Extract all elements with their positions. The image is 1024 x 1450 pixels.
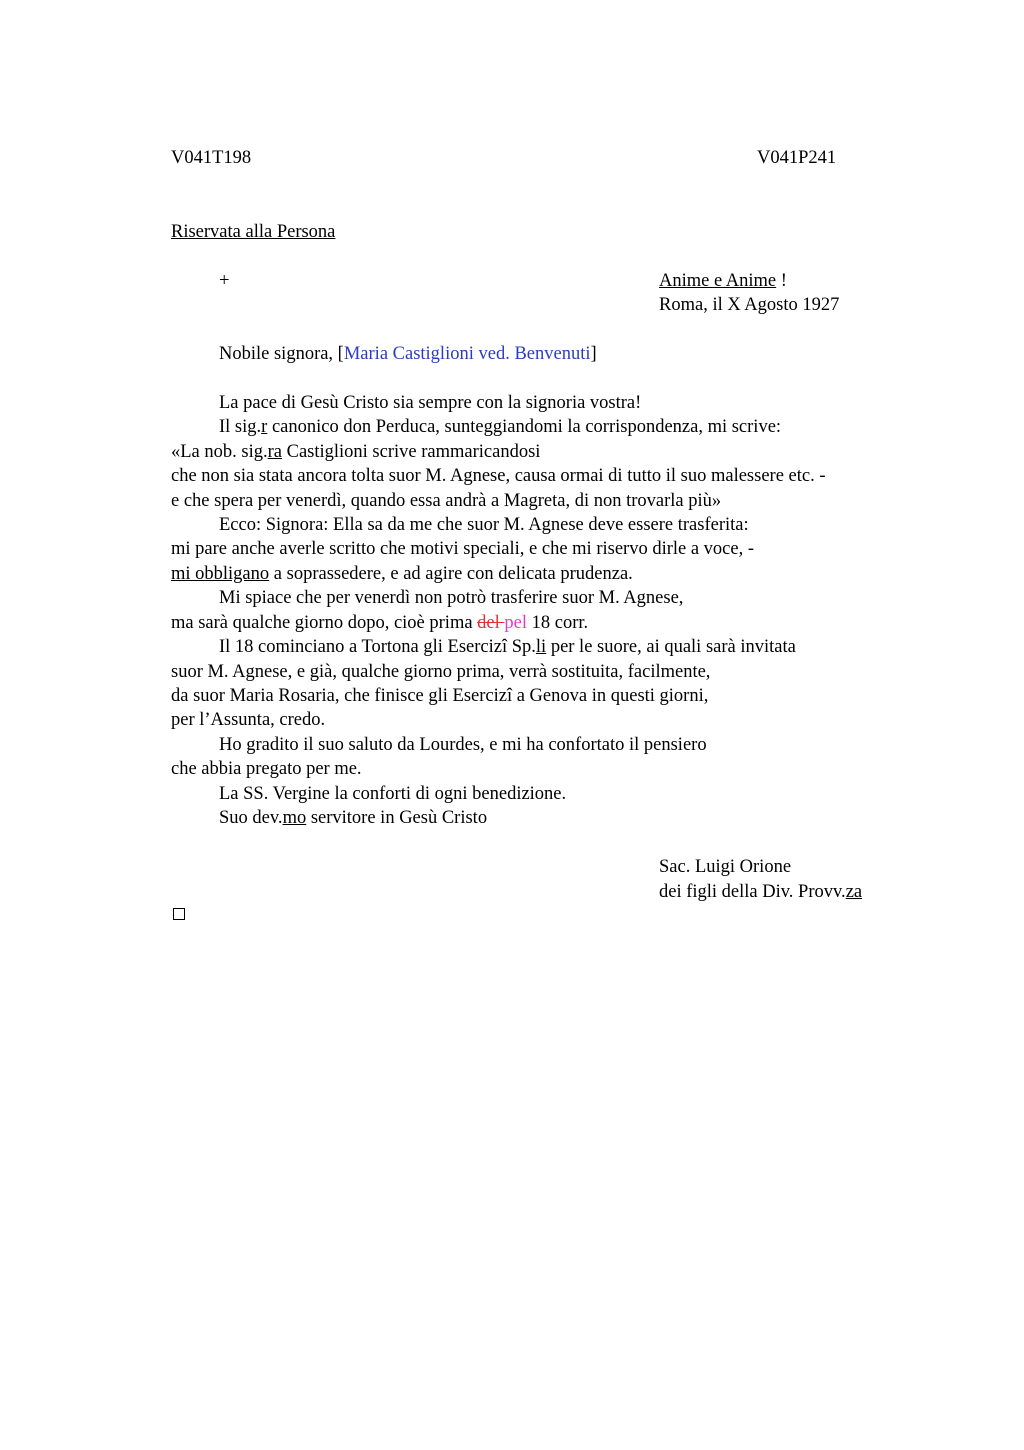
text-span: dei figli della Div. Provv. xyxy=(659,882,846,902)
closing-line xyxy=(219,806,487,830)
deleted-word: del xyxy=(477,613,505,633)
body-line-14: per l’Assunta, credo. xyxy=(171,710,326,730)
body-line-13 xyxy=(171,684,708,708)
abbrev-underlined: r xyxy=(261,417,268,437)
cross-symbol: + xyxy=(219,271,230,291)
underlined-phrase: mi obbligano xyxy=(171,564,270,584)
text-span: per le suore, ai quali sarà invitata xyxy=(546,637,796,657)
text-span: Suo dev. xyxy=(219,808,283,828)
abbrev-underlined: ra xyxy=(267,442,282,462)
abbrev-underlined: mo xyxy=(282,808,307,828)
text-span: servitore in Gesù Cristo xyxy=(306,808,488,828)
salutation-suffix: ] xyxy=(590,344,597,364)
body-line-5: e che spera per venerdì, quando essa andrà a Magreta, di non trovarla più» xyxy=(171,491,722,511)
text-span: da suor Maria Rosaria, che finisce gli Esercizi xyxy=(171,686,513,706)
body-line-1: La pace di Gesù Cristo sia sempre con la signoria vostra! xyxy=(219,393,642,413)
place-date: Roma, il X Agosto 1927 xyxy=(659,295,840,315)
recipient-name: Maria Castiglioni ved. Benvenuti xyxy=(343,344,591,364)
body-line-11 xyxy=(219,635,796,659)
signature-order xyxy=(659,880,862,904)
text-span: a soprassedere, e ad agire con delicata prudenza. xyxy=(269,564,633,584)
text-span: Sp. xyxy=(507,637,536,657)
document-code-right: V041P241 xyxy=(757,148,837,168)
text-span: 18 corr. xyxy=(527,613,589,633)
salutation xyxy=(219,342,597,366)
abbrev-underlined: za xyxy=(845,882,863,902)
body-line-12: suor M. Agnese, e già, qualche giorno prima, verrà sostituita, facilmente, xyxy=(171,662,711,682)
motto-tail: ! xyxy=(776,271,787,291)
text-span: «La nob. sig. xyxy=(171,442,268,462)
document-code-left: V041T198 xyxy=(171,148,252,168)
body-line-17: La SS. Vergine la conforti di ogni benedizione. xyxy=(219,784,567,804)
body-line-4: che non sia stata ancora tolta suor M. Agnese, causa ormai di tutto il suo malessere etc. - xyxy=(171,466,826,486)
text-span: Il 18 cominciano a Tortona gli Esercizi xyxy=(219,637,508,657)
body-line-9: Mi spiace che per venerdì non potrò trasferire suor M. Agnese, xyxy=(219,588,684,608)
end-square-icon xyxy=(173,908,185,920)
motto-text: Anime e Anime xyxy=(659,271,777,291)
body-line-6: Ecco: Signora: Ella sa da me che suor M. Agnese deve essere trasferita: xyxy=(219,515,749,535)
salutation-prefix: Nobile signora, [ xyxy=(219,344,344,364)
motto xyxy=(659,269,787,293)
heading-reserved: Riservata alla Persona xyxy=(171,222,336,242)
body-line-7: mi pare anche averle scritto che motivi speciali, e che mi riservo dirle a voce, - xyxy=(171,539,755,559)
text-span: Castiglioni scrive rammaricandosi xyxy=(281,442,541,462)
body-line-2 xyxy=(219,415,781,439)
body-line-8 xyxy=(171,562,633,586)
signature-name: Sac. Luigi Orione xyxy=(659,857,792,877)
text-span: a Genova in questi giorni, xyxy=(512,686,709,706)
body-line-16: che abbia pregato per me. xyxy=(171,759,362,779)
text-span: ma sarà qualche giorno dopo, cioè prima xyxy=(171,613,478,633)
text-span: canonico don Perduca, sunteggiandomi la corrispondenza, mi scrive: xyxy=(267,417,782,437)
body-line-10 xyxy=(171,611,588,635)
abbrev-underlined: li xyxy=(535,637,547,657)
body-line-15: Ho gradito il suo saluto da Lourdes, e mi ha confortato il pensiero xyxy=(219,735,707,755)
text-span: Il sig. xyxy=(219,417,262,437)
inserted-word: pel xyxy=(504,613,528,633)
body-line-3 xyxy=(171,440,540,464)
